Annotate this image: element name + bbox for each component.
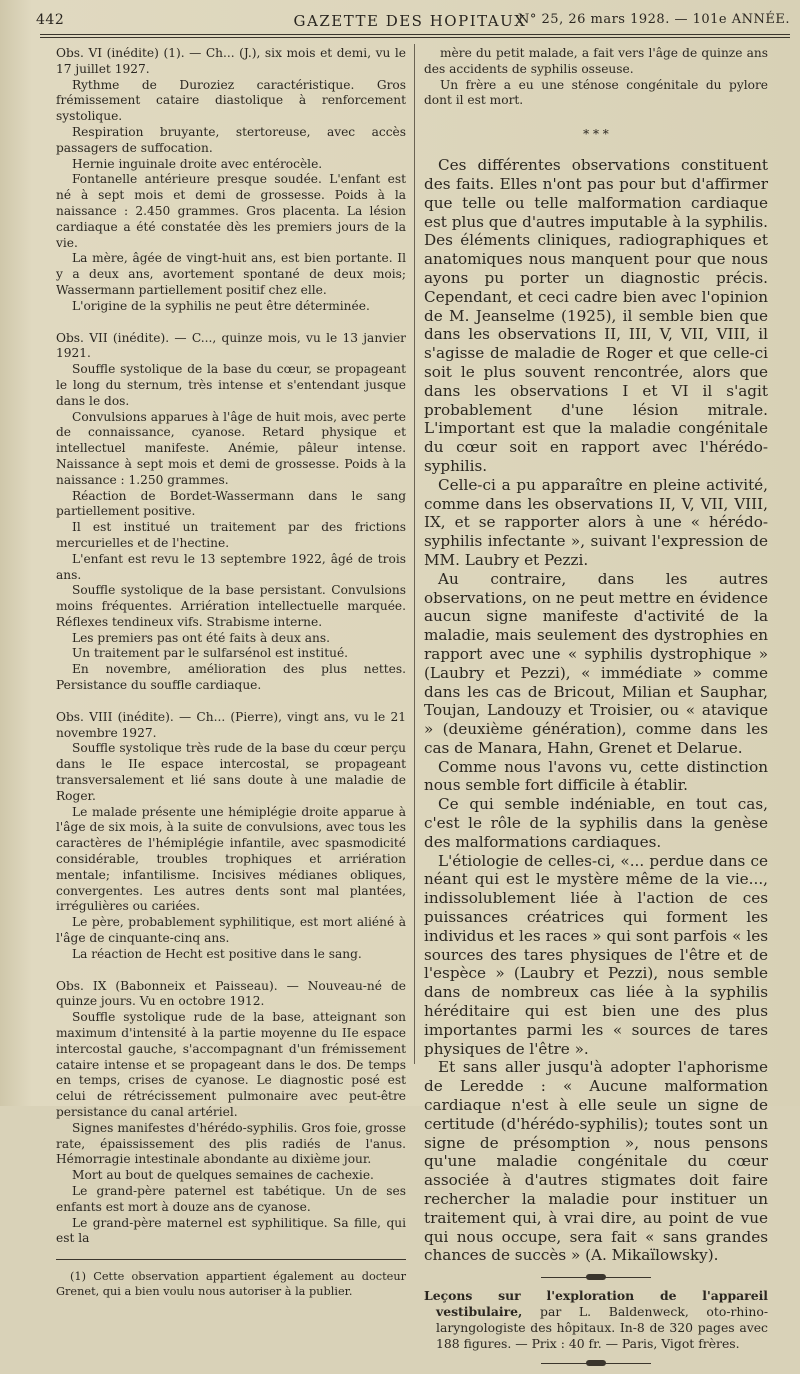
observation-paragraph: Le grand-père maternel est syphilitique. Sa fille, qui est la bbox=[56, 1215, 406, 1246]
observation-paragraph: mère du petit malade, a fait vers l'âge de quinze ans des accidents de syphilis osseuse. bbox=[424, 46, 768, 76]
conclusion-paragraph: Celle-ci a pu apparaître en pleine activité, comme dans les observations II, V, VII, VIII, IX, et se rapporter alors à une « hérédo-syphilis infectante », suivant l'expression de MM. Laubry et Pezzi. bbox=[424, 475, 768, 569]
observation-paragraph: Hernie inguinale droite avec entérocèle. bbox=[72, 156, 323, 171]
right-column bbox=[424, 46, 768, 1374]
observation-paragraph: La réaction de Hecht est positive dans le sang. bbox=[72, 946, 362, 961]
observation-paragraph: Rythme de Duroziez caractéristique. Gros frémissement cataire diastolique à renforcement systolique. bbox=[56, 77, 406, 124]
conclusion-paragraph: Au contraire, dans les autres observations, on ne peut mettre en évidence aucun signe manifeste d'activité de la maladie, mais seulement des dystrophies en rapport avec une « syphilis dystrophique » (Laubry et Pezzi), « immédiate » comme dans les cas de Bricout, Milian et Sauphar, Toujan, Landouzy et Troisier, ou « atavique » (deuxième génération), comme dans les cas de Manara, Hahn, Grenet et Delarue. bbox=[424, 569, 768, 757]
observation-paragraph: En novembre, amélioration des plus nettes. Persistance du souffle cardiaque. bbox=[56, 662, 406, 693]
header-rule bbox=[40, 34, 790, 35]
observation-paragraph: Obs. IX (Babonneix et Paisseau). — Nouveau-né de quinze jours. Vu en octobre 1912. bbox=[56, 978, 406, 1009]
observation-paragraph: Un frère a eu une sténose congénitale du pylore dont il est mort. bbox=[424, 77, 768, 108]
issue-line: N° 25, 26 mars 1928. — 101e ANNÉE. bbox=[518, 12, 790, 27]
observation-paragraph: Souffle systolique rude de la base, atteignant son maximum d'intensité à la partie moyenne du IIe espace intercostal gauche, s'accompagnant d'un frémissement cataire intense et se propageant dans le dos. De temps en temps, crises de cyanose. Le diagnostic posé est celui de rétrécissement pulmonaire avec peut-être persistance du canal artériel. bbox=[56, 1010, 406, 1119]
observation-paragraph: Le malade présente une hémiplégie droite apparue à l'âge de six mois, à la suite de convulsions, avec tous les caractères de l'hémiplégie infantile, avec spasmodicité considérable, troubles trophiques et arriération mentale; infantilisme. Incisives médianes obliques, convergentes. Les autres dents sont mal plantées, irrégulières ou cariées. bbox=[56, 804, 406, 914]
observation-paragraph: Fontanelle antérieure presque soudée. L'enfant est né à sept mois et demi de grossesse. Poids à la naissance : 2.450 grammes. Gros placenta. La lésion cardiaque a été constatée dès les premiers jours de la vie. bbox=[56, 172, 406, 250]
paragraph-gap bbox=[56, 694, 406, 710]
conclusion-paragraph: Comme nous l'avons vu, cette distinction nous semble fort difficile à établir. bbox=[424, 757, 768, 795]
observation-paragraph: Convulsions apparues à l'âge de huit mois, avec perte de connaissance, cyanose. Retard physique et intellectuel manifeste. Anémie, pâleur intense. Naissance à sept mois et demi de grossesse. Poids à la naissance : 1.250 grammes. bbox=[56, 409, 406, 487]
conclusion-paragraph: Et sans aller jusqu'à adopter l'aphorisme de Leredde : « Aucune malformation cardiaque n'est à elle seule un signe de certitude (d'hérédo-syphilis); toutes sont un signe de présomption », nous pensons qu'une maladie congénitale du cœur associée à d'autres stigmates doit faire rechercher la maladie pour instituer un traitement qui, à vrai dire, au point de vue qui nous occupe, sera fait « sans grandes chances de succès » (A. Mikaïlowsky). bbox=[424, 1058, 768, 1265]
observation-paragraph: Un traitement par le sulfarsénol est institué. bbox=[72, 646, 349, 661]
right-column-continuation bbox=[424, 46, 768, 109]
observation-paragraph: Mort au bout de quelques semaines de cachexie. bbox=[72, 1168, 374, 1183]
journal-title: GAZETTE DES HOPITAUX bbox=[293, 12, 527, 30]
separator-ornament-bottom bbox=[541, 1363, 651, 1364]
conclusion-text bbox=[424, 156, 768, 1265]
observation-paragraph: Souffle systolique très rude de la base du cœur perçu dans le IIe espace intercostal, se propageant transversalement et lié sans doute à une maladie de Roger. bbox=[56, 741, 406, 803]
conclusion-paragraph: Ce qui semble indéniable, en tout cas, c'est le rôle de la syphilis dans la genèse des malformations cardiaques. bbox=[424, 795, 768, 851]
observation-paragraph: Il est institué un traitement par des frictions mercurielles et de l'hectine. bbox=[56, 520, 406, 550]
observation-paragraph: L'origine de la syphilis ne peut être déterminée. bbox=[72, 298, 370, 313]
footnote-text: (1) Cette observation appartient également au docteur Grenet, qui a bien voulu nous autoriser à la publier. bbox=[56, 1270, 406, 1298]
observation-paragraph: Obs. VII (inédite). — C..., quinze mois, vu le 13 janvier 1921. bbox=[56, 330, 406, 361]
observation-paragraph: Respiration bruyante, stertoreuse, avec accès passagers de suffocation. bbox=[56, 124, 406, 155]
conclusion-paragraph: Ces différentes observations constituent des faits. Elles n'ont pas pour but d'affirmer que telle ou telle malformation cardiaque est plus que d'autres imputable à la syphilis. Des éléments cliniques, radiographiques et anatomiques nous manquent pour que nous ayons pu porter un diagnostic précis. Cependant, et ceci cadre bien avec l'opinion de M. Jeanselme (1925), il semble bien que dans les observations II, III, V, VII, VIII, il s'agisse de maladie de Roger et que celle-ci soit le plus souvent rencontrée, alors que dans les observations I et VI il s'agit probablement d'une lésion mitrale. L'important est que la maladie congénitale du cœur soit en rapport avec l'hérédo-syphilis. bbox=[424, 156, 768, 475]
page-header bbox=[30, 10, 790, 34]
paragraph-gap bbox=[56, 963, 406, 979]
page-number: 442 bbox=[36, 12, 65, 28]
left-column bbox=[56, 46, 406, 1299]
observation-paragraph: Le grand-père paternel est tabétique. Un de ses enfants est mort à douze ans de cyanose. bbox=[56, 1183, 406, 1214]
observation-paragraph: Réaction de Bordet-Wassermann dans le sang partiellement positive. bbox=[56, 488, 406, 519]
book-review bbox=[424, 1288, 768, 1351]
review-body: par L. Baldenweck, oto-rhino-laryngologiste des hôpitaux. In-8 de 320 pages avec 188 figures. — Prix : 40 fr. — Paris, Vigot frères. bbox=[436, 1304, 768, 1351]
observation-paragraph: Obs. VI (inédite) (1). — Ch... (J.), six mois et demi, vu le 17 juillet 1927. bbox=[56, 46, 406, 76]
footnote-rule bbox=[56, 1259, 406, 1260]
observation-paragraph: L'enfant est revu le 13 septembre 1922, âgé de trois ans. bbox=[56, 551, 406, 582]
observation-paragraph: Souffle systolique de la base persistant. Convulsions moins fréquentes. Arriération intellectuelle marquée. Réflexes tendineux vifs. Strabisme interne. bbox=[56, 583, 406, 629]
separator-ornament bbox=[541, 1277, 651, 1278]
left-column-text bbox=[56, 46, 406, 1247]
observation-paragraph: Souffle systolique de la base du cœur, se propageant le long du sternum, très intense et s'entendant jusque dans le dos. bbox=[56, 362, 406, 408]
paragraph-gap bbox=[56, 315, 406, 331]
footnote bbox=[56, 1270, 406, 1299]
observation-paragraph: Le père, probablement syphilitique, est mort aliéné à l'âge de cinquante-cinq ans. bbox=[56, 915, 406, 946]
section-stars: * * * bbox=[583, 127, 609, 142]
column-divider bbox=[414, 44, 415, 1064]
header-rule-2 bbox=[40, 37, 790, 38]
observation-paragraph: Obs. VIII (inédite). — Ch... (Pierre), vingt ans, vu le 21 novembre 1927. bbox=[56, 709, 406, 740]
review-title: Leçons sur l'exploration de l'appareil vestibulaire, bbox=[424, 1288, 768, 1319]
conclusion-paragraph: L'étiologie de celles-ci, «... perdue dans ce néant qui est le mystère même de la vie..., indissolublement liée à l'action de ces puissances créatrices qui forment les individus et les races » qui sont parfois « les sources des tares physiques de l'être et de l'espèce » (Laubry et Pezzi), nous semble dans de nombreux cas liée à la syphilis héréditaire qui est bien une des plus importantes parmi les « sources de tares physiques de l'être ». bbox=[424, 851, 768, 1058]
observation-paragraph: Signes manifestes d'hérédo-syphilis. Gros foie, grosse rate, épaississement des plis radiés de l'anus. Hémorragie intestinale abondante au dixième jour. bbox=[56, 1120, 406, 1167]
observation-paragraph: Les premiers pas ont été faits à deux ans. bbox=[72, 630, 330, 645]
observation-paragraph: La mère, âgée de vingt-huit ans, est bien portante. Il y a deux ans, avortement spontané de deux mois; Wassermann partiellement positif chez elle. bbox=[56, 251, 406, 297]
